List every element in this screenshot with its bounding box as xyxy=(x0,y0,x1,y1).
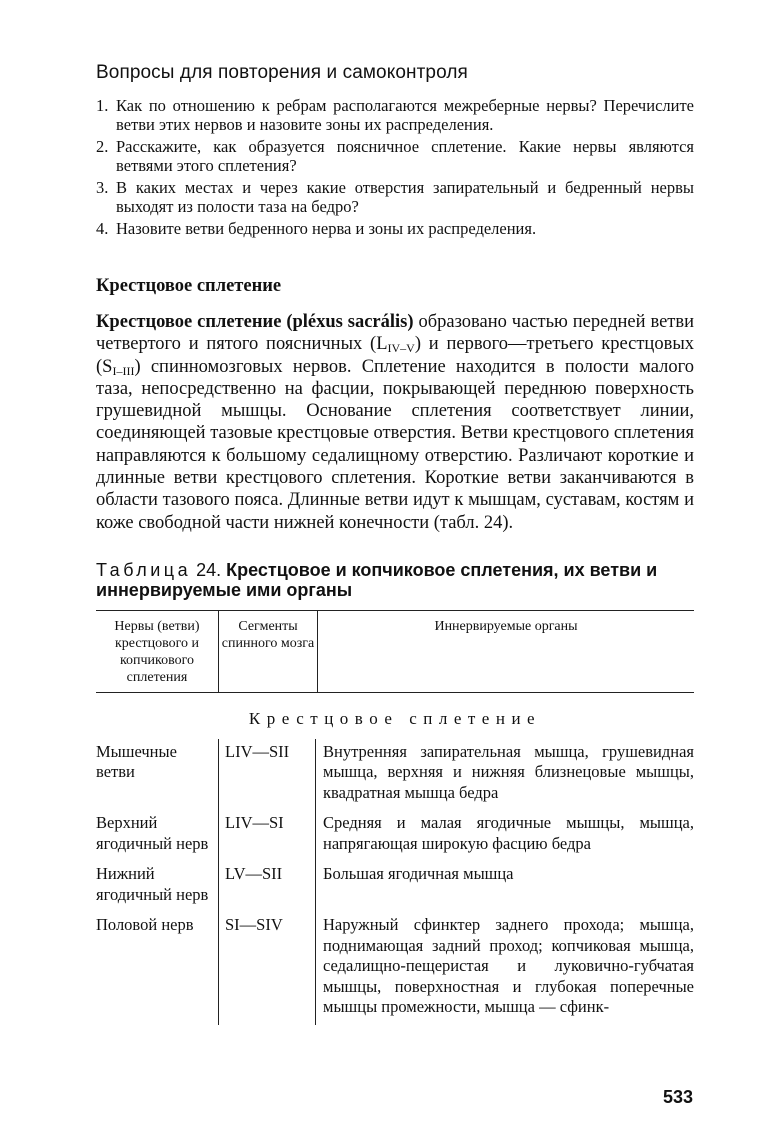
question-text: В каких местах и через какие отверстия запирательный и бедренный нервы выходят из полости таза на бедро? xyxy=(116,178,694,216)
question-text: Как по отношению к ребрам располагаются межреберные нервы? Перечислите ветви этих нервов и назовите зоны их распределения. xyxy=(116,96,694,134)
page-content xyxy=(96,62,694,1025)
section-title: Крестцовое сплетение xyxy=(96,276,282,296)
cell-nerve: Нижний ягодичный нерв xyxy=(96,864,209,904)
table-caption-title: Крестцовое и копчиковое сплетения, их ветви и иннервируемые ими органы xyxy=(96,559,658,600)
question-item xyxy=(96,219,694,238)
question-number: 2. xyxy=(96,137,109,156)
questions-list xyxy=(96,96,694,238)
cell-segments: SI—SIV xyxy=(218,912,316,1025)
paragraph-text-2: ) и первого—третьего крестцовых (S xyxy=(96,334,694,377)
cell-segments: LV—SII xyxy=(218,861,316,912)
cell-nerve: Верхний ягодичный нерв xyxy=(96,813,209,853)
page-number: 533 xyxy=(662,1087,693,1107)
table-row xyxy=(96,912,694,1025)
question-text: Расскажите, как образуется поясничное сплетение. Какие нервы являются ветвями этого сплетения? xyxy=(116,137,694,175)
table-caption xyxy=(96,560,694,600)
table-row xyxy=(96,810,694,861)
cell-organs: Большая ягодичная мышца xyxy=(323,864,514,884)
question-number: 1. xyxy=(96,96,109,115)
cell-nerve: Половой нерв xyxy=(96,915,194,935)
cell-nerve: Мышечные ветви xyxy=(96,741,177,782)
paragraph-text-3: ) спинномозговых нервов. Сплетение находится в полости малого таза, непосредственно на фасции, покрывающей переднюю поверхность грушевидной мышцы. Основание сплетения соответствует линии, соединяющей тазовые крестцовые отверстия. Ветви крестцового сплетения направляются к большому седалищному отверстию. Различают короткие и длинные ветви крестцового сплетения. Короткие ветви заканчиваются в области тазового пояса. Длинные ветви идут к мышцам, суставам, костям и коже свободной части нижней конечности (табл. 24). xyxy=(96,356,694,533)
table-body xyxy=(96,739,694,1025)
question-number: 3. xyxy=(96,178,109,197)
question-item xyxy=(96,96,694,134)
table-caption-label: Таблица xyxy=(96,559,192,580)
paragraph-lead: Крестцовое сплетение (pléxus sacrális) xyxy=(96,312,414,332)
question-item xyxy=(96,178,694,216)
question-number: 4. xyxy=(96,219,109,238)
table-header xyxy=(96,610,694,693)
cell-organs: Внутренняя запирательная мышца, грушевидная мышца, верхняя и нижняя близнецовые мышцы, квадратная мышца бедра xyxy=(323,741,694,802)
table-caption-number: 24. xyxy=(191,559,227,580)
subscript-lumbar: IV–V xyxy=(387,341,415,356)
table-row xyxy=(96,861,694,912)
cell-segments: LIV—SII xyxy=(218,739,316,811)
paragraph-text-1: образовано частью передней ветви четвертого и пятого поясничных (L xyxy=(96,312,694,355)
question-item xyxy=(96,137,694,175)
table-row xyxy=(96,739,694,811)
header-segments: Сегменты спинного мозга xyxy=(219,611,318,692)
subscript-sacral: I–III xyxy=(112,363,135,378)
questions-heading: Вопросы для повторения и самоконтроля xyxy=(96,62,468,83)
header-organs: Иннервируемые органы xyxy=(434,618,578,634)
question-text: Назовите ветви бедренного нерва и зоны их распределения. xyxy=(116,219,537,238)
cell-organs: Средняя и малая ягодичные мышцы, мышца, напрягающая широкую фасцию бедра xyxy=(323,813,694,853)
cell-segments: LIV—SI xyxy=(218,810,316,861)
table-group-label: Крестцовое сплетение xyxy=(248,708,542,728)
section-paragraph xyxy=(96,311,694,534)
cell-organs: Наружный сфинктер заднего прохода; мышца, поднимающая задний проход; копчиковая мышца, седалищно-пещеристая и луковично-губчатая мышцы, поверхностная и глубокая поперечные мышцы промежности, мышца — сфинк- xyxy=(323,915,694,1017)
header-nerves: Нервы (ветви) крестцового и копчикового сплетения xyxy=(96,611,219,692)
